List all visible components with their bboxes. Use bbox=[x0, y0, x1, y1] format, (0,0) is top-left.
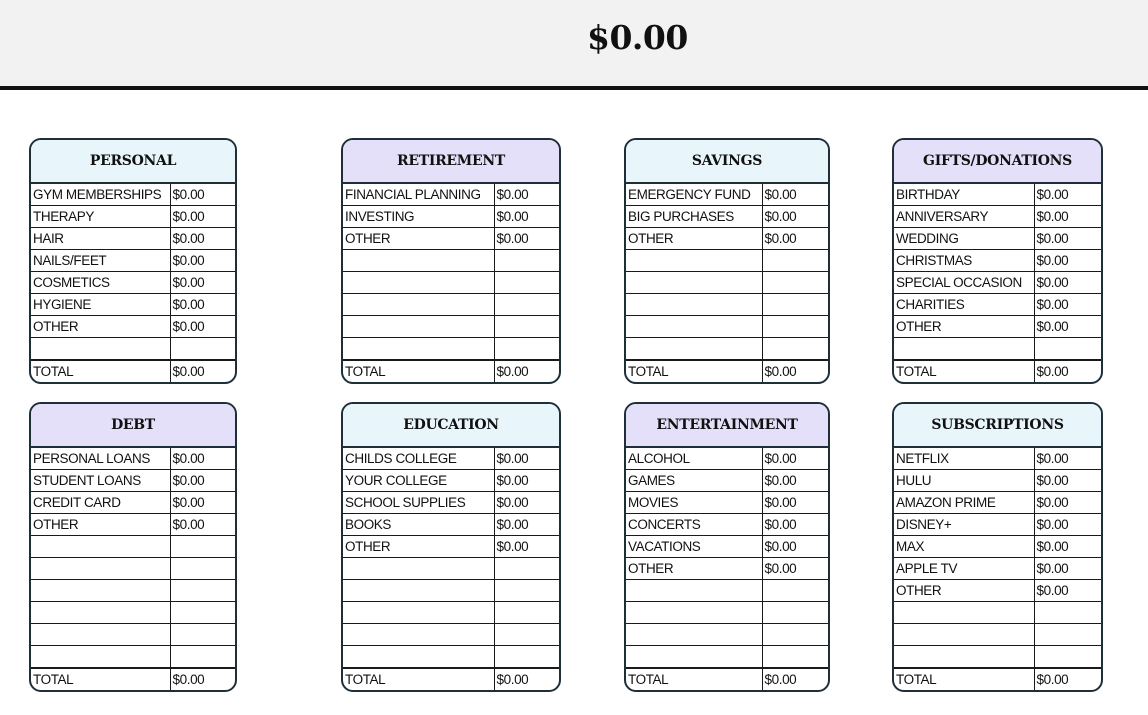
table-row bbox=[31, 492, 235, 514]
item-amount-cell[interactable]: $0.00 bbox=[762, 536, 828, 558]
category-table bbox=[343, 184, 559, 382]
card-personal bbox=[29, 138, 237, 384]
table-row bbox=[31, 294, 235, 316]
item-label-cell[interactable]: EMERGENCY FUND bbox=[628, 187, 751, 202]
item-label-cell[interactable]: OTHER bbox=[31, 514, 170, 536]
table-row bbox=[31, 470, 235, 492]
table-row bbox=[31, 338, 235, 361]
item-label-cell[interactable]: OTHER bbox=[343, 228, 494, 250]
item-amount-cell[interactable]: $0.00 bbox=[1034, 492, 1101, 514]
item-label-cell[interactable] bbox=[343, 294, 494, 316]
item-amount-cell[interactable]: $0.00 bbox=[170, 228, 235, 250]
item-label-cell[interactable]: MOVIES bbox=[626, 492, 762, 514]
table-row bbox=[31, 514, 235, 536]
item-amount-cell[interactable]: $0.00 bbox=[1034, 558, 1101, 580]
table-row bbox=[894, 470, 1101, 492]
item-amount-cell[interactable] bbox=[170, 580, 235, 602]
item-label-cell[interactable] bbox=[626, 580, 762, 602]
item-amount-cell[interactable] bbox=[1034, 338, 1101, 361]
total-label: TOTAL bbox=[343, 360, 494, 382]
table-row bbox=[626, 646, 828, 669]
table-row bbox=[894, 272, 1101, 294]
item-label-cell[interactable]: MAX bbox=[894, 536, 1034, 558]
item-label-cell[interactable]: YOUR COLLEGE bbox=[343, 470, 494, 492]
item-label-cell[interactable]: CHILDS COLLEGE bbox=[345, 451, 457, 466]
item-amount-cell[interactable]: $0.00 bbox=[1034, 272, 1101, 294]
table-row bbox=[894, 646, 1101, 669]
table-row bbox=[894, 206, 1101, 228]
category-table bbox=[626, 184, 828, 382]
item-label-cell[interactable]: HULU bbox=[894, 470, 1034, 492]
item-label-cell[interactable]: STUDENT LOANS bbox=[31, 470, 170, 492]
table-row bbox=[626, 492, 828, 514]
table-row bbox=[894, 558, 1101, 580]
item-label-cell[interactable] bbox=[626, 272, 762, 294]
table-row bbox=[894, 184, 1101, 206]
item-label-cell[interactable]: APPLE TV bbox=[894, 558, 1034, 580]
item-amount-cell[interactable]: $0.00 bbox=[170, 470, 235, 492]
card-title: SUBSCRIPTIONS bbox=[894, 404, 1101, 448]
item-label-cell[interactable] bbox=[626, 316, 762, 338]
table-row bbox=[343, 206, 559, 228]
item-amount-cell[interactable]: $0.00 bbox=[1034, 228, 1101, 250]
table-row bbox=[343, 624, 559, 646]
total-label: TOTAL bbox=[626, 360, 762, 382]
item-label-cell[interactable] bbox=[343, 250, 494, 272]
item-label-cell[interactable]: WEDDING bbox=[894, 228, 1034, 250]
item-label-cell[interactable]: BIRTHDAY bbox=[896, 187, 960, 202]
total-amount: $0.00 bbox=[1034, 360, 1101, 382]
item-amount-cell[interactable] bbox=[170, 558, 235, 580]
item-label-cell[interactable] bbox=[894, 602, 1034, 624]
table-row bbox=[894, 624, 1101, 646]
item-amount-cell[interactable] bbox=[762, 294, 828, 316]
item-amount-cell[interactable] bbox=[494, 250, 559, 272]
item-amount-cell[interactable]: $0.00 bbox=[762, 206, 828, 228]
card-debt bbox=[29, 402, 237, 692]
item-amount-cell[interactable] bbox=[762, 646, 828, 669]
item-amount-cell[interactable] bbox=[494, 602, 559, 624]
total-amount: $0.00 bbox=[762, 360, 828, 382]
item-amount-cell[interactable] bbox=[762, 624, 828, 646]
table-row bbox=[626, 448, 828, 470]
item-label-cell[interactable]: VACATIONS bbox=[626, 536, 762, 558]
card-title: DEBT bbox=[31, 404, 235, 448]
item-amount-cell[interactable] bbox=[762, 338, 828, 361]
table-row bbox=[626, 470, 828, 492]
item-amount-cell[interactable]: $0.00 bbox=[170, 206, 235, 228]
item-label-cell[interactable] bbox=[626, 646, 762, 669]
card-retirement bbox=[341, 138, 561, 384]
total-row bbox=[894, 668, 1101, 690]
item-label-cell[interactable]: GAMES bbox=[626, 470, 762, 492]
table-row bbox=[626, 228, 828, 250]
table-row bbox=[343, 602, 559, 624]
item-amount-cell[interactable] bbox=[494, 646, 559, 669]
item-amount-cell[interactable]: $0.00 bbox=[170, 514, 235, 536]
item-amount-cell[interactable]: $0.00 bbox=[1034, 316, 1101, 338]
item-amount-cell[interactable] bbox=[1034, 646, 1101, 669]
table-row bbox=[31, 536, 235, 558]
total-label: TOTAL bbox=[31, 360, 170, 382]
item-amount-cell[interactable]: $0.00 bbox=[1034, 294, 1101, 316]
item-label-cell[interactable] bbox=[31, 580, 170, 602]
item-label-cell[interactable]: AMAZON PRIME bbox=[894, 492, 1034, 514]
item-amount-cell[interactable]: $0.00 bbox=[170, 184, 235, 206]
total-label: TOTAL bbox=[894, 360, 1034, 382]
item-amount-cell[interactable]: $0.00 bbox=[494, 228, 559, 250]
table-row bbox=[343, 250, 559, 272]
item-label-cell[interactable]: CREDIT CARD bbox=[31, 492, 170, 514]
total-label: TOTAL bbox=[343, 668, 494, 690]
item-label-cell[interactable] bbox=[894, 646, 1034, 669]
item-label-cell[interactable] bbox=[626, 624, 762, 646]
header-bar bbox=[0, 0, 1148, 90]
item-label-cell[interactable]: PERSONAL LOANS bbox=[33, 451, 150, 466]
table-row bbox=[626, 316, 828, 338]
table-row bbox=[343, 514, 559, 536]
card-savings bbox=[624, 138, 830, 384]
table-row bbox=[343, 294, 559, 316]
item-amount-cell[interactable] bbox=[762, 272, 828, 294]
item-label-cell[interactable] bbox=[31, 558, 170, 580]
table-row bbox=[626, 514, 828, 536]
item-label-cell[interactable] bbox=[626, 602, 762, 624]
item-amount-cell[interactable]: $0.00 bbox=[762, 228, 828, 250]
item-label-cell[interactable] bbox=[31, 602, 170, 624]
item-label-cell[interactable]: INVESTING bbox=[343, 206, 494, 228]
item-label-cell[interactable] bbox=[894, 338, 1034, 361]
item-label-cell[interactable]: GYM MEMBERSHIPS bbox=[33, 187, 162, 202]
table-row bbox=[343, 228, 559, 250]
table-row bbox=[31, 206, 235, 228]
item-amount-cell[interactable] bbox=[762, 580, 828, 602]
total-row bbox=[343, 360, 559, 382]
card-education bbox=[341, 402, 561, 692]
total-row bbox=[31, 360, 235, 382]
item-label-cell[interactable] bbox=[626, 250, 762, 272]
item-label-cell[interactable]: CHARITIES bbox=[894, 294, 1034, 316]
item-amount-cell[interactable] bbox=[170, 602, 235, 624]
table-row bbox=[626, 250, 828, 272]
item-label-cell[interactable]: OTHER bbox=[626, 228, 762, 250]
item-amount-cell[interactable] bbox=[494, 272, 559, 294]
item-amount-cell[interactable]: $0.00 bbox=[762, 470, 828, 492]
item-label-cell[interactable]: OTHER bbox=[894, 316, 1034, 338]
item-label-cell[interactable] bbox=[31, 646, 170, 669]
table-row bbox=[31, 558, 235, 580]
card-title: GIFTS/DONATIONS bbox=[894, 140, 1101, 184]
item-label-cell[interactable]: HAIR bbox=[31, 228, 170, 250]
item-amount-cell[interactable]: $0.00 bbox=[494, 206, 559, 228]
item-amount-cell[interactable]: $0.00 bbox=[1034, 580, 1101, 602]
card-subscriptions bbox=[892, 402, 1103, 692]
item-amount-cell[interactable] bbox=[762, 602, 828, 624]
item-label-cell[interactable]: OTHER bbox=[343, 536, 494, 558]
item-amount-cell[interactable] bbox=[1034, 602, 1101, 624]
card-title: SAVINGS bbox=[626, 140, 828, 184]
category-table bbox=[894, 448, 1101, 690]
item-amount-cell[interactable] bbox=[170, 536, 235, 558]
card-title: ENTERTAINMENT bbox=[626, 404, 828, 448]
item-label-cell[interactable]: SCHOOL SUPPLIES bbox=[343, 492, 494, 514]
total-label: TOTAL bbox=[31, 668, 170, 690]
card-title: EDUCATION bbox=[343, 404, 559, 448]
item-label-cell[interactable] bbox=[343, 316, 494, 338]
total-row bbox=[343, 668, 559, 690]
item-label-cell[interactable]: OTHER bbox=[894, 580, 1034, 602]
item-label-cell[interactable]: DISNEY+ bbox=[894, 514, 1034, 536]
item-label-cell[interactable] bbox=[343, 272, 494, 294]
item-label-cell[interactable]: CONCERTS bbox=[626, 514, 762, 536]
item-label-cell[interactable]: BIG PURCHASES bbox=[626, 206, 762, 228]
item-label-cell[interactable] bbox=[31, 624, 170, 646]
item-amount-cell[interactable] bbox=[494, 624, 559, 646]
item-amount-cell[interactable]: $0.00 bbox=[1034, 448, 1101, 470]
table-row bbox=[894, 514, 1101, 536]
item-label-cell[interactable]: OTHER bbox=[31, 316, 170, 338]
item-amount-cell[interactable] bbox=[170, 646, 235, 669]
item-label-cell[interactable] bbox=[343, 338, 494, 361]
table-row bbox=[343, 470, 559, 492]
category-table bbox=[626, 448, 828, 690]
table-row bbox=[894, 448, 1101, 470]
item-label-cell[interactable]: SPECIAL OCCASION bbox=[894, 272, 1034, 294]
category-table bbox=[31, 184, 235, 382]
category-table bbox=[894, 184, 1101, 382]
table-row bbox=[31, 602, 235, 624]
item-amount-cell[interactable] bbox=[494, 316, 559, 338]
item-label-cell[interactable]: COSMETICS bbox=[31, 272, 170, 294]
table-row bbox=[894, 250, 1101, 272]
table-row bbox=[626, 272, 828, 294]
table-row bbox=[626, 580, 828, 602]
table-row bbox=[626, 624, 828, 646]
table-row bbox=[894, 536, 1101, 558]
table-row bbox=[31, 250, 235, 272]
card-gifts-donations bbox=[892, 138, 1103, 384]
total-amount: $0.00 bbox=[494, 668, 559, 690]
card-title: RETIREMENT bbox=[343, 140, 559, 184]
total-amount: $0.00 bbox=[762, 668, 828, 690]
table-row bbox=[626, 602, 828, 624]
item-amount-cell[interactable]: $0.00 bbox=[762, 514, 828, 536]
item-amount-cell[interactable]: $0.00 bbox=[1034, 514, 1101, 536]
total-row bbox=[626, 360, 828, 382]
item-amount-cell[interactable]: $0.00 bbox=[170, 294, 235, 316]
item-label-cell[interactable]: CHRISTMAS bbox=[894, 250, 1034, 272]
item-label-cell[interactable]: ALCOHOL bbox=[628, 451, 690, 466]
item-amount-cell[interactable]: $0.00 bbox=[1034, 206, 1101, 228]
item-label-cell[interactable] bbox=[343, 558, 494, 580]
category-table bbox=[31, 448, 235, 690]
item-label-cell[interactable] bbox=[343, 580, 494, 602]
item-amount-cell[interactable]: $0.00 bbox=[170, 492, 235, 514]
table-row bbox=[343, 448, 559, 470]
table-row bbox=[31, 624, 235, 646]
table-row bbox=[894, 580, 1101, 602]
total-amount: $0.00 bbox=[1034, 668, 1101, 690]
item-label-cell[interactable]: BOOKS bbox=[343, 514, 494, 536]
table-row bbox=[626, 536, 828, 558]
item-amount-cell[interactable] bbox=[494, 294, 559, 316]
table-row bbox=[894, 228, 1101, 250]
table-row bbox=[31, 316, 235, 338]
table-row bbox=[626, 338, 828, 361]
table-row bbox=[343, 536, 559, 558]
item-amount-cell[interactable]: $0.00 bbox=[1034, 470, 1101, 492]
table-row bbox=[31, 272, 235, 294]
item-amount-cell[interactable] bbox=[170, 338, 235, 361]
table-row bbox=[894, 338, 1101, 361]
table-row bbox=[894, 492, 1101, 514]
table-row bbox=[626, 294, 828, 316]
table-row bbox=[894, 602, 1101, 624]
item-amount-cell[interactable]: $0.00 bbox=[170, 250, 235, 272]
table-row bbox=[343, 184, 559, 206]
table-row bbox=[626, 206, 828, 228]
table-row bbox=[626, 558, 828, 580]
item-amount-cell[interactable]: $0.00 bbox=[494, 492, 559, 514]
table-row bbox=[31, 228, 235, 250]
item-label-cell[interactable] bbox=[343, 602, 494, 624]
item-label-cell[interactable]: THERAPY bbox=[31, 206, 170, 228]
table-row bbox=[343, 646, 559, 669]
item-label-cell[interactable]: HYGIENE bbox=[31, 294, 170, 316]
item-amount-cell[interactable]: $0.00 bbox=[762, 558, 828, 580]
item-label-cell[interactable]: NAILS/FEET bbox=[31, 250, 170, 272]
item-amount-cell[interactable] bbox=[762, 250, 828, 272]
item-amount-cell[interactable] bbox=[1034, 624, 1101, 646]
item-amount-cell[interactable] bbox=[494, 338, 559, 361]
total-amount: $0.00 bbox=[170, 360, 235, 382]
item-label-cell[interactable]: FINANCIAL PLANNING bbox=[345, 187, 481, 202]
item-amount-cell[interactable]: $0.00 bbox=[494, 470, 559, 492]
item-amount-cell[interactable]: $0.00 bbox=[494, 536, 559, 558]
table-row bbox=[31, 184, 235, 206]
category-table bbox=[343, 448, 559, 690]
table-row bbox=[894, 294, 1101, 316]
item-label-cell[interactable] bbox=[626, 294, 762, 316]
item-label-cell[interactable] bbox=[31, 536, 170, 558]
item-amount-cell[interactable] bbox=[762, 316, 828, 338]
table-row bbox=[343, 316, 559, 338]
item-label-cell[interactable]: ANNIVERSARY bbox=[894, 206, 1034, 228]
card-title: PERSONAL bbox=[31, 140, 235, 184]
item-amount-cell[interactable]: $0.00 bbox=[170, 272, 235, 294]
item-amount-cell[interactable]: $0.00 bbox=[170, 448, 235, 470]
total-label: TOTAL bbox=[894, 668, 1034, 690]
table-row bbox=[31, 580, 235, 602]
item-amount-cell[interactable]: $0.00 bbox=[494, 184, 559, 206]
item-amount-cell[interactable]: $0.00 bbox=[494, 448, 559, 470]
item-amount-cell[interactable]: $0.00 bbox=[762, 184, 828, 206]
table-row bbox=[31, 448, 235, 470]
table-row bbox=[343, 272, 559, 294]
item-label-cell[interactable] bbox=[343, 624, 494, 646]
total-row bbox=[626, 668, 828, 690]
item-label-cell[interactable] bbox=[31, 338, 170, 361]
total-label: TOTAL bbox=[626, 668, 762, 690]
item-label-cell[interactable]: NETFLIX bbox=[896, 451, 949, 466]
item-label-cell[interactable] bbox=[894, 624, 1034, 646]
item-amount-cell[interactable]: $0.00 bbox=[1034, 184, 1101, 206]
table-row bbox=[626, 184, 828, 206]
table-row bbox=[894, 316, 1101, 338]
table-row bbox=[31, 646, 235, 669]
table-row bbox=[343, 580, 559, 602]
item-amount-cell[interactable]: $0.00 bbox=[762, 448, 828, 470]
item-label-cell[interactable]: OTHER bbox=[626, 558, 762, 580]
table-row bbox=[343, 338, 559, 361]
total-row bbox=[31, 668, 235, 690]
table-row bbox=[343, 492, 559, 514]
item-label-cell[interactable] bbox=[343, 646, 494, 669]
card-entertainment bbox=[624, 402, 830, 692]
item-amount-cell[interactable] bbox=[494, 580, 559, 602]
item-label-cell[interactable] bbox=[626, 338, 762, 361]
item-amount-cell[interactable]: $0.00 bbox=[170, 316, 235, 338]
item-amount-cell[interactable]: $0.00 bbox=[1034, 250, 1101, 272]
item-amount-cell[interactable] bbox=[494, 558, 559, 580]
grand-total: $0.00 bbox=[587, 18, 688, 57]
table-row bbox=[343, 558, 559, 580]
item-amount-cell[interactable]: $0.00 bbox=[1034, 536, 1101, 558]
item-amount-cell[interactable]: $0.00 bbox=[494, 514, 559, 536]
item-amount-cell[interactable]: $0.00 bbox=[762, 492, 828, 514]
total-row bbox=[894, 360, 1101, 382]
total-amount: $0.00 bbox=[170, 668, 235, 690]
item-amount-cell[interactable] bbox=[170, 624, 235, 646]
total-amount: $0.00 bbox=[494, 360, 559, 382]
